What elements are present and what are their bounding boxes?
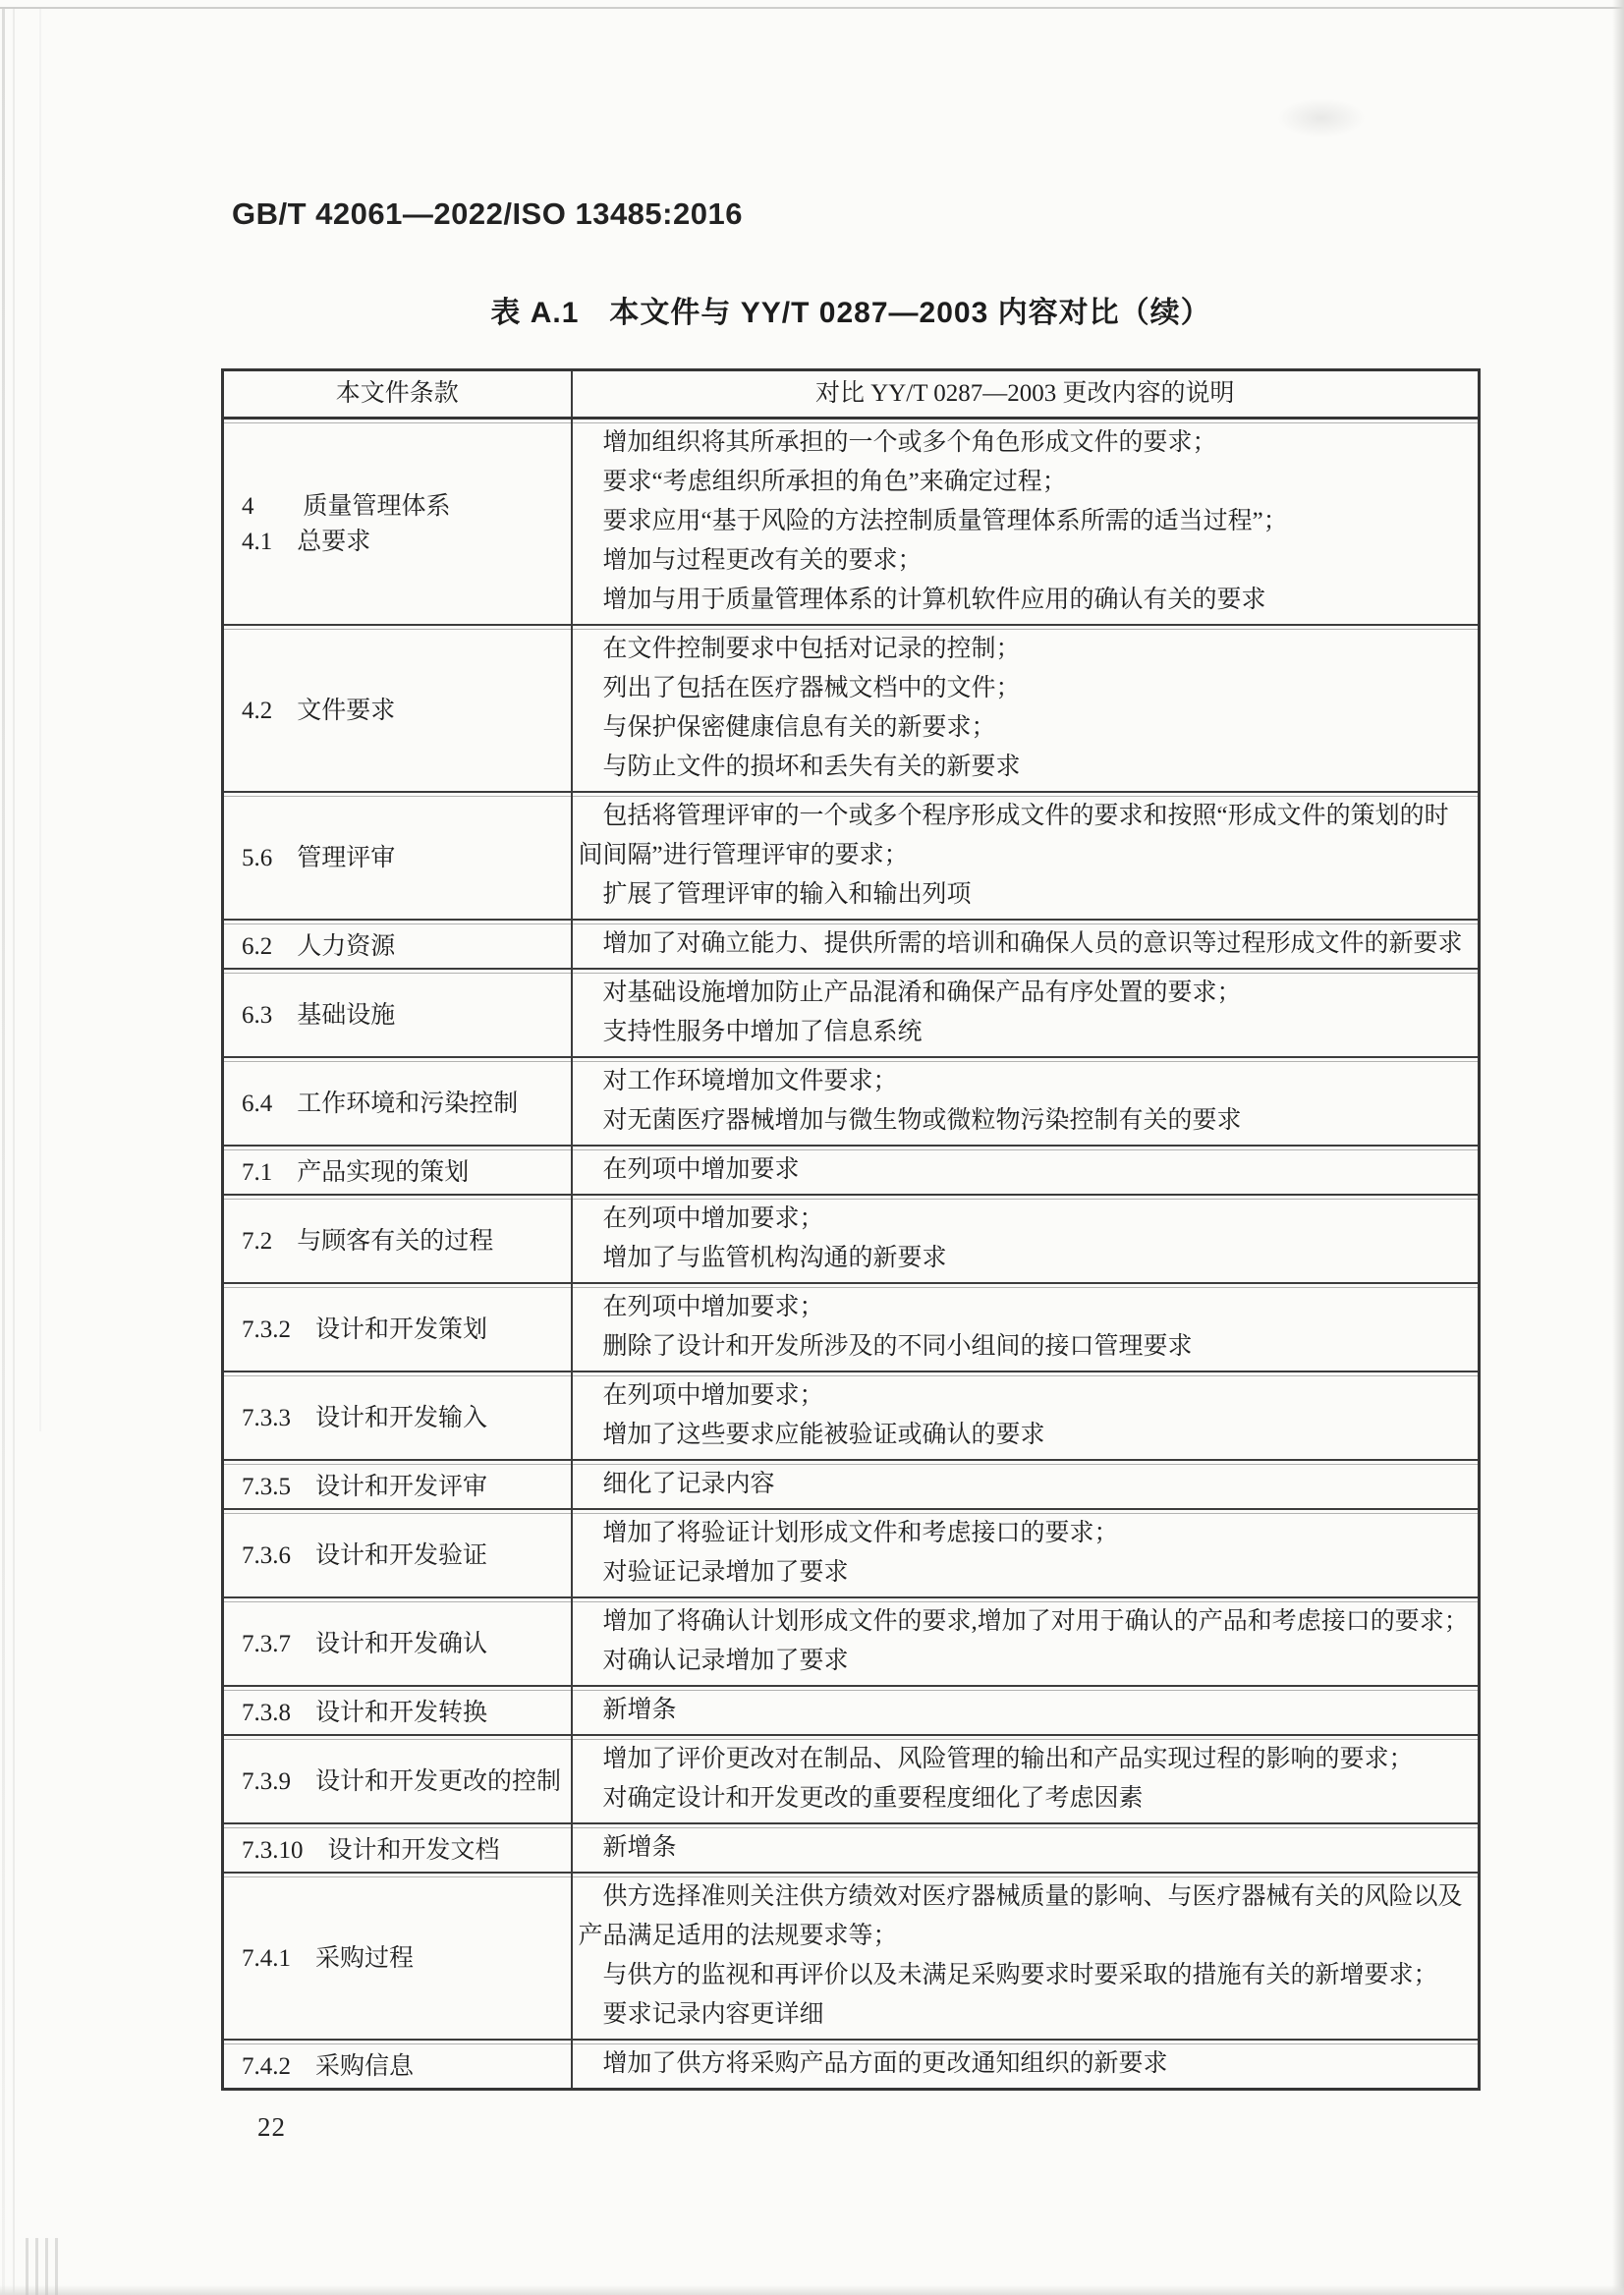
change-paragraph: 支持性服务中增加了信息系统 (602, 1019, 923, 1045)
scan-artifact-smudge (1277, 98, 1366, 138)
table-row (223, 1509, 1480, 1597)
change-paragraph: 增加了这些要求应能被验证或确认的要求 (602, 1422, 1045, 1448)
change-paragraph: 对无菌医疗器械增加与微生物或微粒物污染控制有关的要求 (602, 1107, 1242, 1134)
table-row (223, 1686, 1480, 1735)
table-row (223, 1057, 1480, 1146)
changes-cell (572, 1057, 1480, 1146)
page-number: 22 (257, 2112, 286, 2142)
changes-cell (572, 1460, 1480, 1509)
clause-line: 7.4.1 采购过程 (242, 1945, 415, 1972)
table-row (223, 969, 1480, 1057)
change-paragraph: 增加了供方将采购产品方面的更改通知组织的新要求 (602, 2050, 1168, 2077)
clause-cell (223, 969, 572, 1057)
doc-number: GB/T 42061—2022/ISO 13485:2016 (232, 196, 743, 231)
change-paragraph: 对确认记录增加了要求 (602, 1648, 849, 1674)
change-paragraph: 对工作环境增加文件要求； (602, 1068, 898, 1094)
table-row (223, 1195, 1480, 1283)
table-row (223, 1735, 1480, 1823)
change-paragraph: 在列项中增加要求 (602, 1156, 800, 1183)
clause-line: 5.6 管理评审 (242, 845, 396, 871)
change-paragraph: 要求“考虑组织所承担的角色”来确定过程； (602, 469, 1067, 495)
scan-artifact-top-line (0, 7, 1624, 9)
changes-cell (572, 969, 1480, 1057)
changes-cell (572, 792, 1480, 920)
comparison-table (221, 368, 1481, 2091)
scan-artifact-bottom-edge (0, 2285, 1624, 2295)
clause-cell (223, 920, 572, 969)
change-paragraph: 增加了与监管机构沟通的新要求 (602, 1245, 947, 1271)
changes-cell (572, 1873, 1480, 2040)
clause-cell (223, 2040, 572, 2090)
change-paragraph: 增加与用于质量管理体系的计算机软件应用的确认有关的要求 (602, 587, 1266, 613)
change-paragraph: 增加与过程更改有关的要求； (602, 547, 923, 574)
clause-cell (223, 1509, 572, 1597)
changes-cell (572, 1686, 1480, 1735)
table-row (223, 1283, 1480, 1371)
clause-line: 7.1 产品实现的策划 (242, 1159, 470, 1186)
table-row (223, 1873, 1480, 2040)
table-title: 表 A.1 本文件与 YY/T 0287—2003 内容对比（续） (490, 297, 1211, 329)
clause-cell (223, 625, 572, 792)
changes-cell (572, 1597, 1480, 1686)
table-row (223, 625, 1480, 792)
change-paragraph: 删除了设计和开发所涉及的不同小组间的接口管理要求 (602, 1333, 1193, 1360)
clause-cell (223, 1873, 572, 2040)
clause-cell (223, 1735, 572, 1823)
scan-artifact-left-streak (2, 9, 5, 2295)
clause-line: 7.4.2 采购信息 (242, 2053, 415, 2080)
clause-line: 6.2 人力资源 (242, 933, 396, 960)
table-body (223, 419, 1480, 2090)
change-paragraph: 增加组织将其所承担的一个或多个角色形成文件的要求； (602, 429, 1217, 456)
clause-cell (223, 1283, 572, 1371)
changes-cell (572, 2040, 1480, 2090)
change-paragraph: 列出了包括在医疗器械文档中的文件； (602, 675, 1021, 701)
table-row (223, 1146, 1480, 1195)
change-paragraph: 对确定设计和开发更改的重要程度细化了考虑因素 (602, 1785, 1144, 1812)
change-paragraph: 对验证记录增加了要求 (602, 1559, 849, 1586)
change-paragraph: 与防止文件的损坏和丢失有关的新要求 (602, 754, 1021, 780)
table-row (223, 1460, 1480, 1509)
change-paragraph: 细化了记录内容 (602, 1471, 775, 1497)
change-paragraph: 与供方的监视和再评价以及未满足采购要求时要采取的措施有关的新增要求； (602, 1962, 1438, 1988)
change-paragraph: 与保护保密健康信息有关的新要求； (602, 714, 996, 741)
table-row (223, 1823, 1480, 1873)
table-row (223, 2040, 1480, 2090)
clause-line: 7.3.6 设计和开发验证 (242, 1542, 488, 1569)
table-row (223, 920, 1480, 969)
table-header-row (223, 370, 1480, 419)
clause-cell (223, 792, 572, 920)
clause-line: 7.3.5 设计和开发评审 (242, 1474, 488, 1500)
changes-cell (572, 1823, 1480, 1873)
clause-line: 7.3.9 设计和开发更改的控制 (242, 1768, 562, 1795)
change-paragraph: 包括将管理评审的一个或多个程序形成文件的要求和按照“形成文件的策划的时间间隔”进行管理评审的要求； (578, 803, 1449, 868)
changes-cell (572, 1146, 1480, 1195)
change-paragraph: 增加了评价更改对在制品、风险管理的输出和产品实现过程的影响的要求； (602, 1746, 1414, 1772)
clause-line: 6.3 基础设施 (242, 1002, 396, 1029)
change-paragraph: 在列项中增加要求； (602, 1205, 824, 1232)
col-header-clause: 本文件条款 (223, 370, 572, 419)
change-paragraph: 对基础设施增加防止产品混淆和确保产品有序处置的要求； (602, 980, 1242, 1006)
table-row (223, 792, 1480, 920)
clause-cell (223, 1057, 572, 1146)
changes-cell (572, 1509, 1480, 1597)
clause-line: 7.3.2 设计和开发策划 (242, 1316, 488, 1343)
changes-cell (572, 419, 1480, 626)
clause-line: 7.3.3 设计和开发输入 (242, 1405, 488, 1431)
scan-artifact-corner-marks (26, 2238, 59, 2295)
scan-artifact-left-streak (13, 9, 15, 2295)
change-paragraph: 要求应用“基于风险的方法控制质量管理体系所需的适当过程”； (602, 508, 1288, 534)
clause-cell (223, 1371, 572, 1460)
col-header-changes: 对比 YY/T 0287—2003 更改内容的说明 (572, 370, 1480, 419)
clause-line: 6.4 工作环境和污染控制 (242, 1091, 519, 1117)
clause-line: 4.2 文件要求 (242, 698, 396, 724)
clause-line: 7.3.10 设计和开发文档 (242, 1837, 500, 1864)
changes-cell (572, 1371, 1480, 1460)
clause-line: 7.3.8 设计和开发转换 (242, 1700, 488, 1726)
clause-line: 4.1 总要求 (242, 529, 371, 555)
table-row (223, 419, 1480, 626)
changes-cell (572, 920, 1480, 969)
scan-artifact-right-edge (1612, 0, 1624, 2295)
change-paragraph: 供方选择准则关注供方绩效对医疗器械质量的影响、与医疗器械有关的风险以及产品满足适用的法规要求等； (578, 1883, 1463, 1949)
clause-cell (223, 419, 572, 626)
table-row (223, 1597, 1480, 1686)
change-paragraph: 要求记录内容更详细 (602, 2001, 824, 2028)
clause-line: 7.3.7 设计和开发确认 (242, 1631, 488, 1657)
changes-cell (572, 1195, 1480, 1283)
changes-cell (572, 1735, 1480, 1823)
clause-cell (223, 1195, 572, 1283)
clause-line: 4 质量管理体系 (242, 493, 451, 520)
change-paragraph: 增加了对确立能力、提供所需的培训和确保人员的意识等过程形成文件的新要求 (602, 930, 1463, 957)
change-paragraph: 新增条 (602, 1697, 677, 1723)
change-paragraph: 在列项中增加要求； (602, 1294, 824, 1320)
table-row (223, 1371, 1480, 1460)
change-paragraph: 在列项中增加要求； (602, 1382, 824, 1409)
clause-cell (223, 1460, 572, 1509)
change-paragraph: 在文件控制要求中包括对记录的控制； (602, 636, 1021, 662)
change-paragraph: 扩展了管理评审的输入和输出列项 (602, 881, 972, 908)
changes-cell (572, 625, 1480, 792)
changes-cell (572, 1283, 1480, 1371)
change-paragraph: 新增条 (602, 1834, 677, 1861)
clause-cell (223, 1597, 572, 1686)
clause-cell (223, 1146, 572, 1195)
scan-artifact-left-streak (39, 9, 41, 1431)
clause-cell (223, 1686, 572, 1735)
change-paragraph: 增加了将确认计划形成文件的要求,增加了对用于确认的产品和考虑接口的要求； (602, 1608, 1469, 1635)
change-paragraph: 增加了将验证计划形成文件和考虑接口的要求； (602, 1520, 1119, 1546)
clause-cell (223, 1823, 572, 1873)
clause-line: 7.2 与顾客有关的过程 (242, 1228, 494, 1255)
